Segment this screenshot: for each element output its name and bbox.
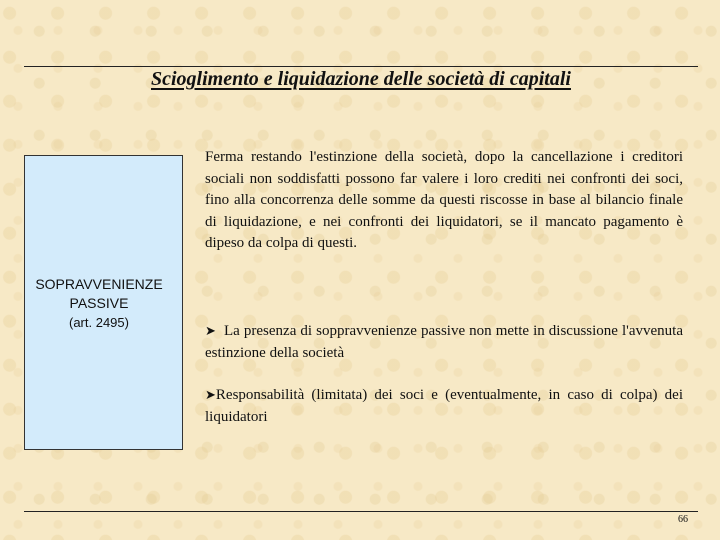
side-label-line1: SOPRAVVENIENZE	[35, 276, 163, 292]
bottom-rule	[24, 511, 698, 512]
top-rule	[24, 66, 698, 67]
side-label	[24, 275, 174, 332]
page-number: 66	[678, 514, 688, 525]
arrow-bullet-icon: ➤	[205, 323, 216, 338]
slide-title: Scioglimento e liquidazione delle società di capitali	[151, 68, 571, 90]
bullet-paragraph-2	[205, 320, 683, 364]
bullet-paragraph-3	[205, 384, 683, 428]
side-label-article: (art. 2495)	[69, 315, 129, 330]
bullet-text-2: La presenza di soppravvenienze passive non mette in discussione l'avvenuta estinzione della società	[205, 323, 684, 361]
side-label-line2: PASSIVE	[69, 295, 129, 311]
paragraph-1: Ferma restando l'estinzione della società, dopo la cancellazione i creditori sociali non soddisfatti possono far valere i loro crediti nei confronti dei soci, fino alla concorrenza delle somme da questi riscosse in base al bilancio finale di liquidazione, e nei confronti dei liquidatori, se il mancato pagamento è dipeso da colpa di questi.	[205, 149, 683, 251]
arrow-bullet-icon: ➤	[205, 387, 216, 402]
bullet-text-3: Responsabilità (limitata) dei soci e (eventualmente, in caso di colpa) dei liquidatori	[205, 387, 683, 425]
